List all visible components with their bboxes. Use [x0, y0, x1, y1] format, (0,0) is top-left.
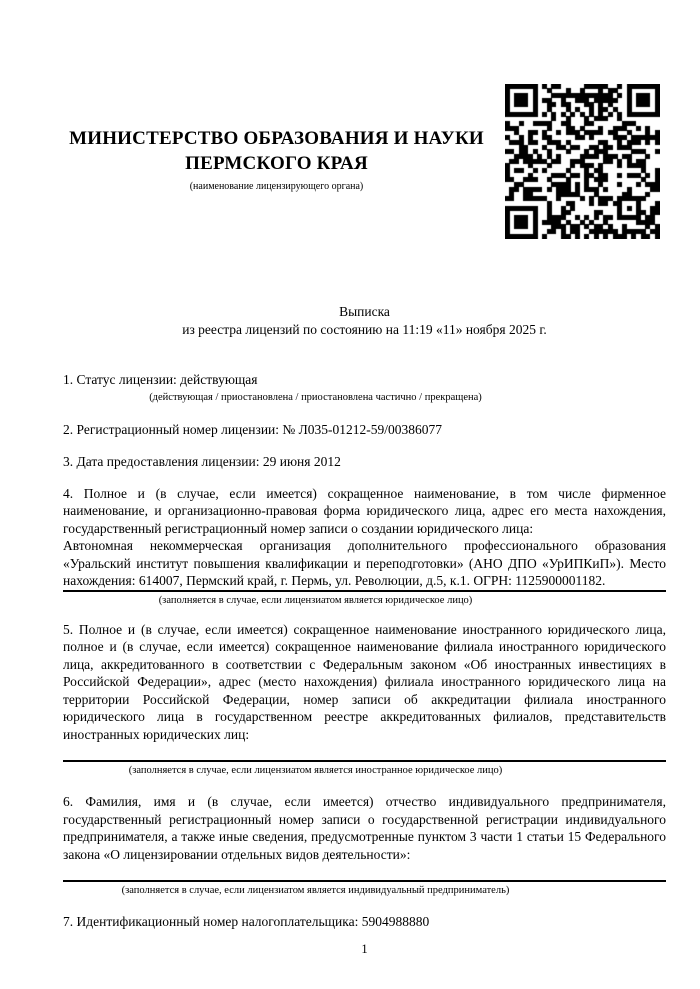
section-6-note-wrap	[63, 884, 568, 897]
section-5-note: (заполняется в случае, если лицензиатом является иностранное юридическое лицо)	[128, 765, 503, 776]
section-1-license-status: 1. Статус лицензии: действующая	[63, 372, 258, 387]
section-5-foreign-entity-label: 5. Полное и (в случае, если имеется) сокращенное наименование иностранного юридического лица, полное и (в случае, если имеется) сокращенное наименование филиала иностранного юридического лица, аккредитованного в соответствии с Федеральным законом «Об иностранных инвестициях в Российской Федерации», адрес (место нахождения) филиала иностранного юридического лица на территории Российской Федерации, номер записи об аккредитации филиала иностранного юридического лица в государственном реестре аккредитованных филиалов, представительств иностранных юридических лиц:	[63, 621, 666, 742]
ministry-name-line2: ПЕРМСКОГО КРАЯ	[185, 153, 368, 174]
section-4-legal-entity-label: 4. Полное и (в случае, если имеется) сокращенное наименование, в том числе фирменное наименование, и организационно-правовая форма юридического лица, адрес его места нахождения, государственный регистрационный номер записи о создании юридического лица:	[63, 485, 666, 536]
section-5-fill-line	[63, 760, 666, 762]
document-title	[63, 303, 666, 338]
section-1-note-wrap	[63, 391, 568, 404]
section-5-note-wrap	[63, 764, 568, 777]
ministry-note: (наименование лицензирующего органа)	[189, 181, 364, 192]
qr-code-icon	[505, 84, 660, 239]
section-4-legal-entity-value: Автономная некоммерческая организация дополнительного профессионального образования «Уральский институт повышения квалификации и переподготовки» (АНО ДПО «УрИПКиП»). Место нахождения: 614007, Пермский край, г. Пермь, ул. Революции, д.5, к.1. ОГРН: 1125900001182.	[63, 538, 666, 588]
ministry-name-line1: МИНИСТЕРСТВО ОБРАЗОВАНИЯ И НАУКИ	[69, 128, 484, 149]
section-6-fill-line	[63, 880, 666, 882]
section-4-note-wrap	[63, 594, 568, 607]
page-number: 1	[361, 941, 368, 956]
section-3-grant-date: 3. Дата предоставления лицензии: 29 июня 2012	[63, 454, 341, 469]
document-title-line2: из реестра лицензий по состоянию на 11:19 «11» ноября 2025 г.	[182, 321, 547, 337]
section-7-taxpayer-number: 7. Идентификационный номер налогоплательщика: 5904988880	[63, 914, 430, 929]
licensing-authority-header	[63, 126, 490, 193]
section-2-registration-number: 2. Регистрационный номер лицензии: № Л035-01212-59/00386077	[63, 421, 443, 437]
section-1-note: (действующая / приостановлена / приостановлена частично / прекращена)	[149, 391, 482, 403]
section-6-entrepreneur-label: 6. Фамилия, имя и (в случае, если имеется) отчество индивидуального предпринимателя, государственный регистрационный номер записи о государственной регистрации индивидуального предпринимателя, а также иные сведения, предусмотренные пунктом 3 части 1 статьи 15 Федерального закона «О лицензировании отдельных видов деятельности»:	[63, 794, 666, 862]
section-4-fill-line	[63, 590, 666, 592]
ministry-name	[63, 126, 490, 176]
document-title-line1: Выписка	[339, 304, 390, 319]
section-6-note: (заполняется в случае, если лицензиатом является индивидуальный предприниматель)	[121, 885, 510, 896]
section-4-note: (заполняется в случае, если лицензиатом является юридическое лицо)	[158, 594, 473, 606]
